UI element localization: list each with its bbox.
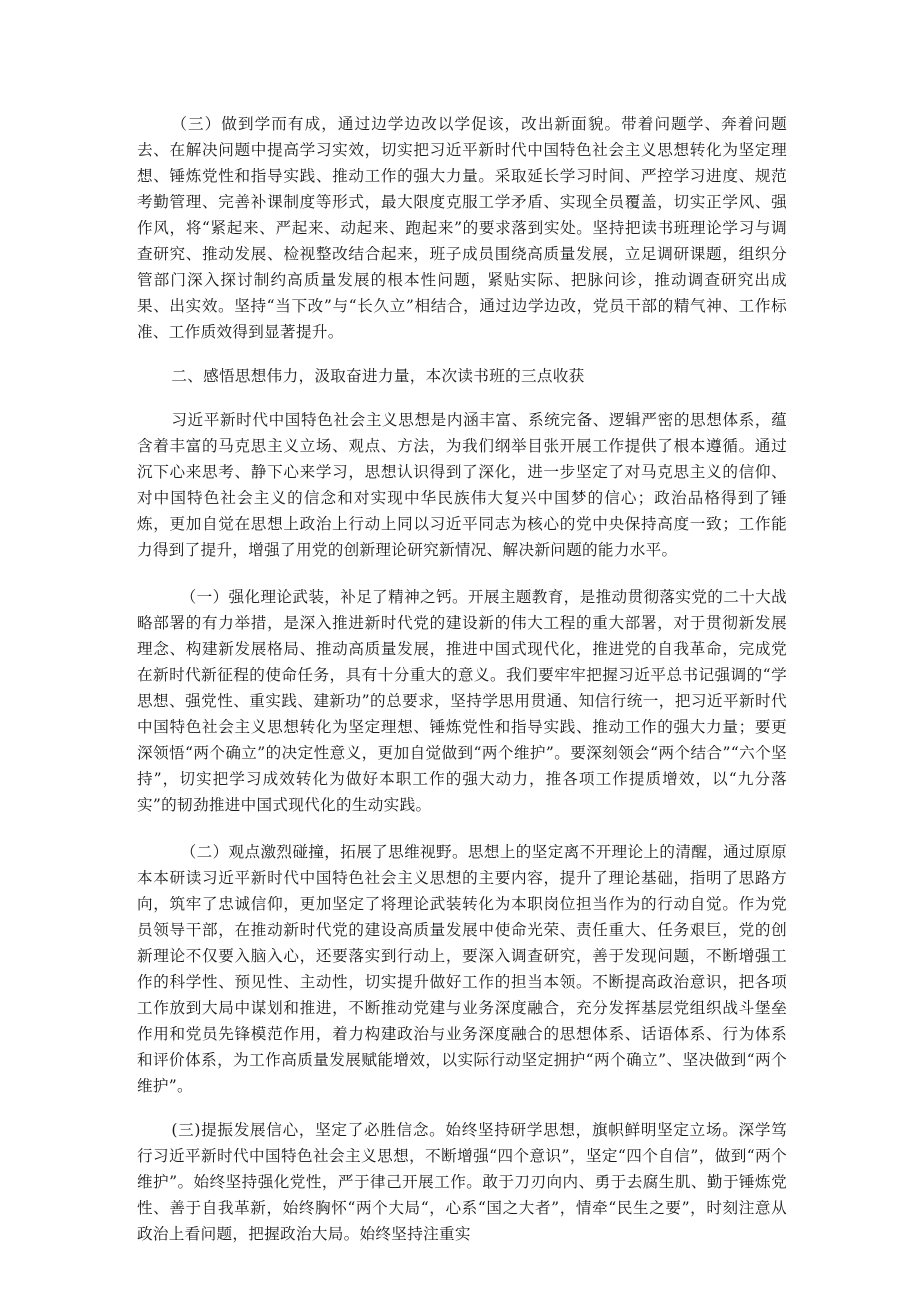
paragraph-6: (三)提振发展信心，坚定了必胜信念。始终坚持研学思想，旗帜鲜明坚定立场。深学笃行习近平新时代中国特色社会主义思想，不断增强“四个意识”，坚定“四个自信”，做到“两个维护”。始终坚持强化党性，严于律己开展工作。敢于刀刃向内、勇于去腐生肌、勤于锤炼党性、善于自我革新，始终胸怀“两个大局“，心系“国之大者”，情牵“民生之要”，时刻注意从政治上看问题，把握政治大局。始终坚持注重实 [137, 1121, 787, 1243]
document-body [137, 111, 787, 1247]
paragraph-5: （二）观点激烈碰撞，拓展了思维视野。思想上的坚定离不开理论上的清醒，通过原原本本研读习近平新时代中国特色社会主义思想的主要内容，提升了理论基础，指明了思路方向，筑牢了忠诚信仰，更加坚定了将理论武装转化为本职岗位担当作为的行动自觉。作为党员领导干部，在推动新时代党的建设高质量发展中使命光荣、责任重大、任务艰巨，党的创新理论不仅要入脑入心，还要落实到行动上，要深入调查研究，善于发现问题，不断增强工作的科学性、预见性、主动性，切实提升做好工作的担当本领。不断提高政治意识，把各项工作放到大局中谋划和推进，不断推动党建与业务深度融合，充分发挥基层党组织战斗堡垒作用和党员先锋模范作用，着力构建政治与业务深度融合的思想体系、话语体系、行为体系和评价体系，为工作高质量发展赋能增效，以实际行动坚定拥护“两个确立”、坚决做到“两个维护”。 [137, 843, 787, 1095]
section-heading-2: 二、感悟思想伟力，汲取奋进力量，本次读书班的三点收获 [171, 367, 585, 385]
paragraph-4: （一）强化理论武装，补足了精神之钙。开展主题教育，是推动贯彻落实党的二十大战略部署的有力举措，是深入推进新时代党的建设新的伟大工程的重大部署，对于贯彻新发展理念、构建新发展格局、推动高质量发展，推进中国式现代化，推进党的自我革命，完成党在新时代新征程的使命任务，具有十分重大的意义。我们要牢牢把握习近平总书记强调的“学思想、强党性、重实践、建新功”的总要求，坚持学思用贯通、知信行统一，把习近平新时代中国特色社会主义思想转化为坚定理想、锤炼党性和指导实践、推动工作的强大力量；要更深领悟“两个确立”的决定性意义，更加自觉做到“两个维护”。要深刻领会“两个结合”“六个坚持”，切实把学习成效转化为做好本职工作的强大动力，推各项工作提质增效，以“九分落实”的韧劲推进中国式现代化的生动实践。 [137, 588, 787, 814]
paragraph-3: 习近平新时代中国特色社会主义思想是内涵丰富、系统完备、逻辑严密的思想体系，蕴含着丰富的马克思主义立场、观点、方法，为我们纲举目张开展工作提供了根本遵循。通过沉下心来思考、静下心来学习，思想认识得到了深化，进一步坚定了对马克思主义的信仰、对中国特色社会主义的信念和对实现中华民族伟大复兴中国梦的信心；政治品格得到了锤炼，更加自觉在思想上政治上行动上同以习近平同志为核心的党中央保持高度一致；工作能力得到了提升，增强了用党的创新理论研究新情况、解决新问题的能力水平。 [137, 411, 787, 559]
paragraph-1: （三）做到学而有成，通过边学边改以学促该，改出新面貌。带着问题学、奔着问题去、在解决问题中提高学习实效，切实把习近平新时代中国特色社会主义思想转化为坚定理想、锤炼党性和指导实践、推动工作的强大力量。采取延长学习时间、严控学习进度、规范考勤管理、完善补课制度等形式，最大限度克服工学矛盾、实现全员覆盖，切实正学风、强作风，将“紧起来、严起来、动起来、跑起来”的要求落到实处。坚持把读书班理论学习与调查研究、推动发展、检视整改结合起来，班子成员围绕高质量发展，立足调研课题，组织分管部门深入探讨制约高质量发展的根本性问题，紧贴实际、把脉问诊，推动调查研究出成果、出实效。坚持“当下改”与“长久立”相结合，通过边学边改，党员干部的精气神、工作标准、工作质效得到显著提升。 [137, 115, 787, 341]
